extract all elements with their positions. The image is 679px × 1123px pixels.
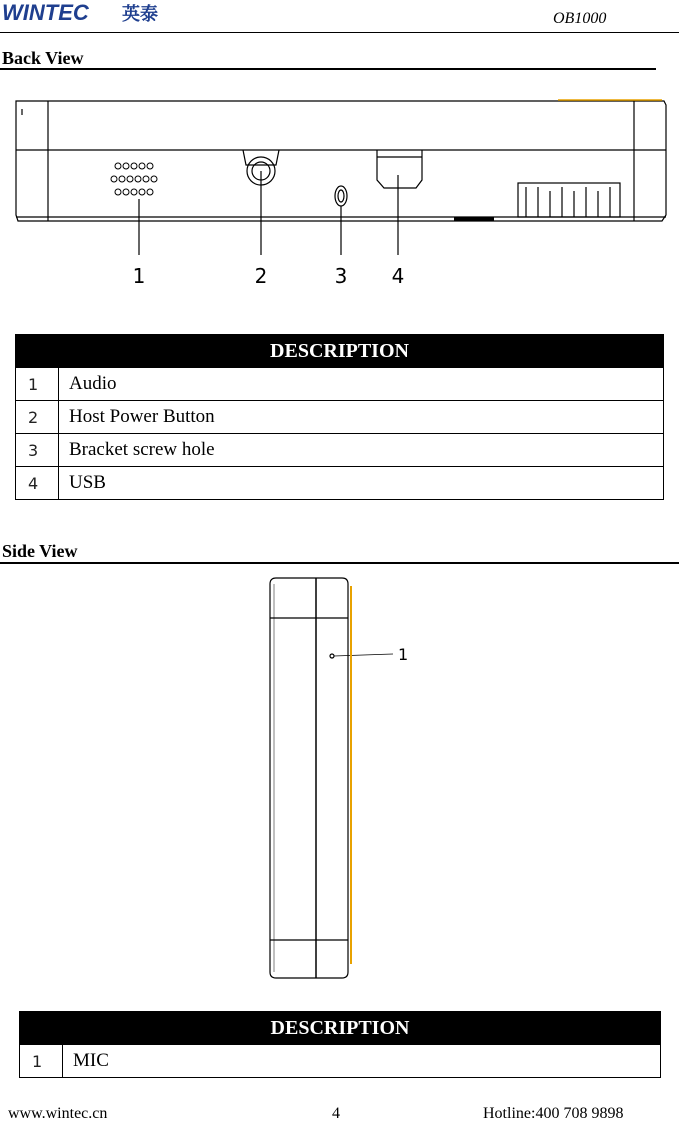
footer-hotline: Hotline:400 708 9898 bbox=[483, 1105, 624, 1122]
callout-4: 4 bbox=[391, 264, 405, 288]
row-description: Audio bbox=[59, 368, 664, 401]
footer-website: www.wintec.cn bbox=[8, 1105, 108, 1122]
cable-clamp-drawing bbox=[518, 183, 620, 217]
side-view-title: Side View bbox=[2, 541, 78, 561]
row-number: 4 bbox=[16, 467, 59, 500]
back-view-diagram bbox=[14, 95, 668, 295]
row-number: 1 bbox=[16, 368, 59, 401]
row-description: USB bbox=[59, 467, 664, 500]
table-row bbox=[16, 401, 664, 434]
callout-3: 3 bbox=[334, 264, 348, 288]
back-view-rule bbox=[0, 68, 656, 70]
row-number: 1 bbox=[20, 1045, 63, 1078]
side-view-table bbox=[19, 1011, 661, 1078]
row-number: 2 bbox=[16, 401, 59, 434]
device-side-outline bbox=[270, 578, 348, 978]
side-view-rule bbox=[0, 562, 679, 564]
row-description: Host Power Button bbox=[59, 401, 664, 434]
svg-text:英泰: 英泰 bbox=[122, 4, 158, 25]
model-number: OB1000 bbox=[553, 10, 607, 27]
row-number: 3 bbox=[16, 434, 59, 467]
callout-1: 1 bbox=[132, 264, 146, 288]
table-header: DESCRIPTION bbox=[20, 1012, 661, 1045]
callout-2: 2 bbox=[254, 264, 268, 288]
wintec-logo bbox=[2, 0, 172, 26]
screw-hole-drawing bbox=[335, 186, 347, 206]
table-row bbox=[16, 368, 664, 401]
row-description: Bracket screw hole bbox=[59, 434, 664, 467]
usb-port-drawing bbox=[377, 150, 422, 188]
header-divider bbox=[0, 32, 679, 33]
side-callout-1: 1 bbox=[398, 645, 409, 664]
footer-page-number: 4 bbox=[332, 1105, 340, 1122]
back-view-table bbox=[15, 334, 664, 500]
table-header: DESCRIPTION bbox=[16, 335, 664, 368]
table-row bbox=[16, 467, 664, 500]
side-view-diagram bbox=[260, 574, 410, 984]
table-row bbox=[16, 434, 664, 467]
mic-hole bbox=[330, 654, 334, 658]
device-body-outline bbox=[16, 101, 666, 221]
back-view-title: Back View bbox=[2, 48, 84, 68]
svg-text:WINTEC: WINTEC bbox=[2, 0, 89, 25]
row-description: MIC bbox=[63, 1045, 661, 1078]
table-row bbox=[20, 1045, 661, 1078]
speaker-grille bbox=[111, 163, 157, 195]
